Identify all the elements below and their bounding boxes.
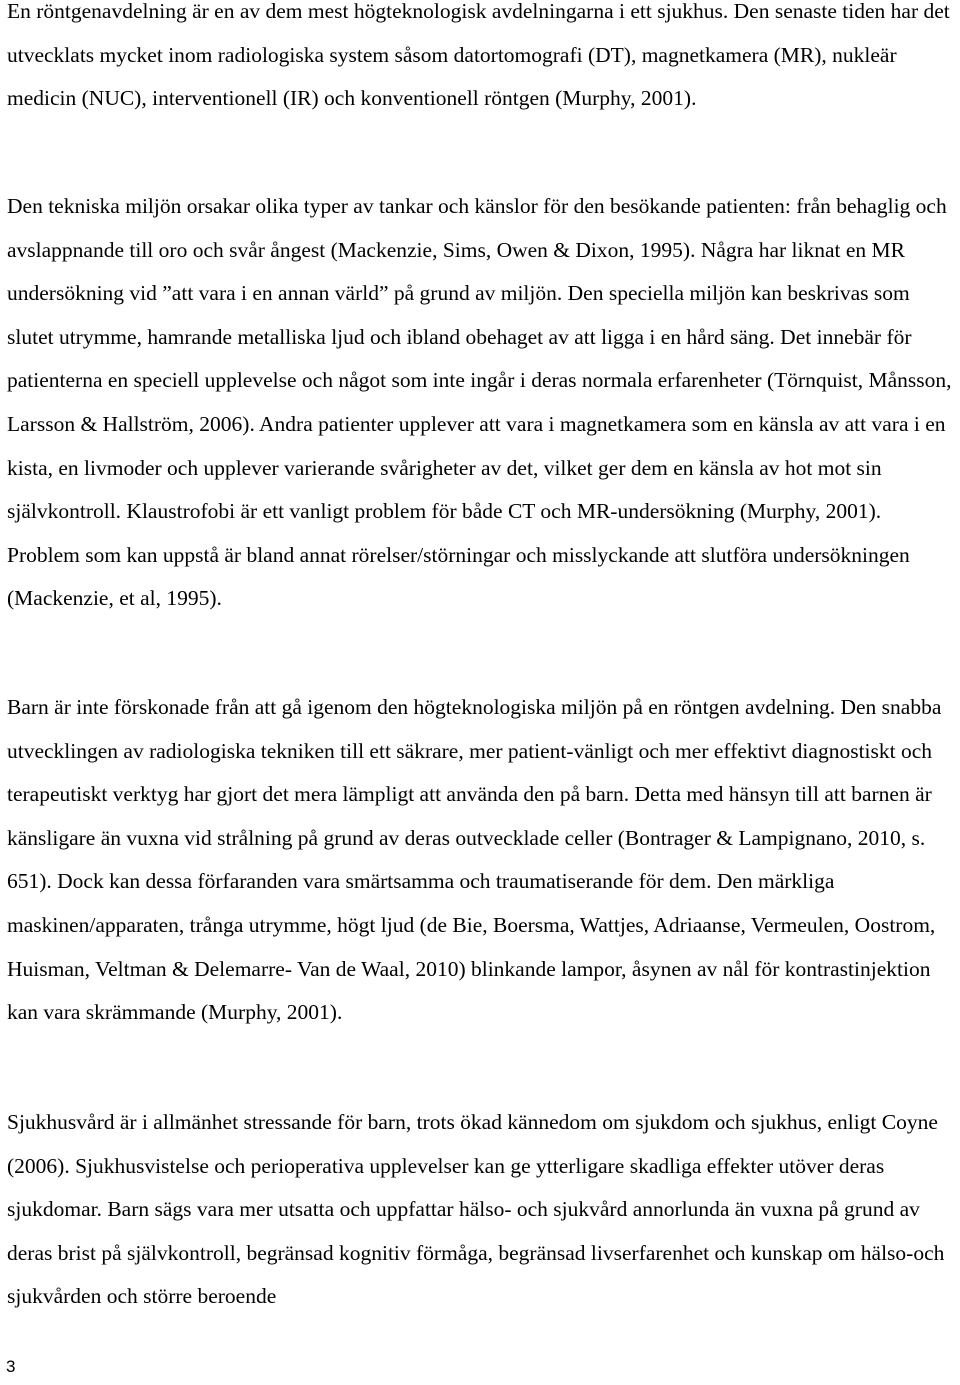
paragraph-hospital-care: Sjukhusvård är i allmänhet stressande för barn, trots ökad kännedom om sjukdom och sjukhus, enligt Coyne (2006). Sjukhusvistelse och perioperativa upplevelser kan ge ytterligare skadliga effekter utöver deras sjukdomar. Barn sägs vara mer utsatta och uppfattar hälso- och sjukvård annorlunda än vuxna på grund av deras brist på självkontroll, begränsad kognitiv förmåga, begränsad livserfarenhet och kunskap om hälso-och sjukvården och större beroende xyxy=(7,1110,945,1309)
paragraph-radiology-intro: En röntgenavdelning är en av dem mest högteknologisk avdelningarna i ett sjukhus. Den senaste tiden har det utvecklats mycket inom radiologiska system såsom datortomografi (DT), magnetkamera (MR), nukleär medicin (NUC), interventionell (IR) och konventionell röntgen (Murphy, 2001). xyxy=(7,0,950,111)
paragraph-technical-environment: Den tekniska miljön orsakar olika typer av tankar och känslor för den besökande patienten: från behaglig och avslappnande till oro och svår ångest (Mackenzie, Sims, Owen & Dixon, 1995). Några har liknat en MR undersökning vid ”att vara i en annan värld” på grund av miljön. Den speciella miljön kan beskrivas som slutet utrymme, hamrande metalliska ljud och ibland obehaget av att ligga i en hård säng. Det innebär för patienterna en speciell upplevelse och något som inte ingår i deras normala erfarenheter (Törnquist, Månsson, Larsson & Hallström, 2006). Andra patienter upplever att vara i magnetkamera som en känsla av att vara i en kista, en livmoder och upplever varierande svårigheter av det, vilket ger dem en känsla av hot mot sin självkontroll. Klaustrofobi är ett vanligt problem för både CT och MR-undersökning (Murphy, 2001). Problem som kan uppstå är bland annat rörelser/störningar och misslyckande att slutföra undersökningen (Mackenzie, et al, 1995). xyxy=(7,194,952,611)
paragraph-children-radiology: Barn är inte förskonade från att gå igenom den högteknologiska miljön på en röntgen avdelning. Den snabba utvecklingen av radiologiska tekniken till ett säkrare, mer patient-vänligt och mer effektivt diagnostiskt och terapeutiskt verktyg har gjort det mera lämpligt att använda den på barn. Detta med hänsyn till att barnen är känsligare än vuxna vid strålning på grund av deras outvecklade celler (Bontrager & Lampignano, 2010, s. 651). Dock kan dessa förfaranden vara smärtsamma och traumatiserande för dem. Den märkliga maskinen/apparaten, trånga utrymme, högt ljud (de Bie, Boersma, Wattjes, Adriaanse, Vermeulen, Oostrom, Huisman, Veltman & Delemarre- Van de Waal, 2010) blinkande lampor, åsynen av nål för kontrastinjektion kan vara skrämmande (Murphy, 2001). xyxy=(7,695,942,1025)
page-number: 3 xyxy=(6,1357,16,1376)
